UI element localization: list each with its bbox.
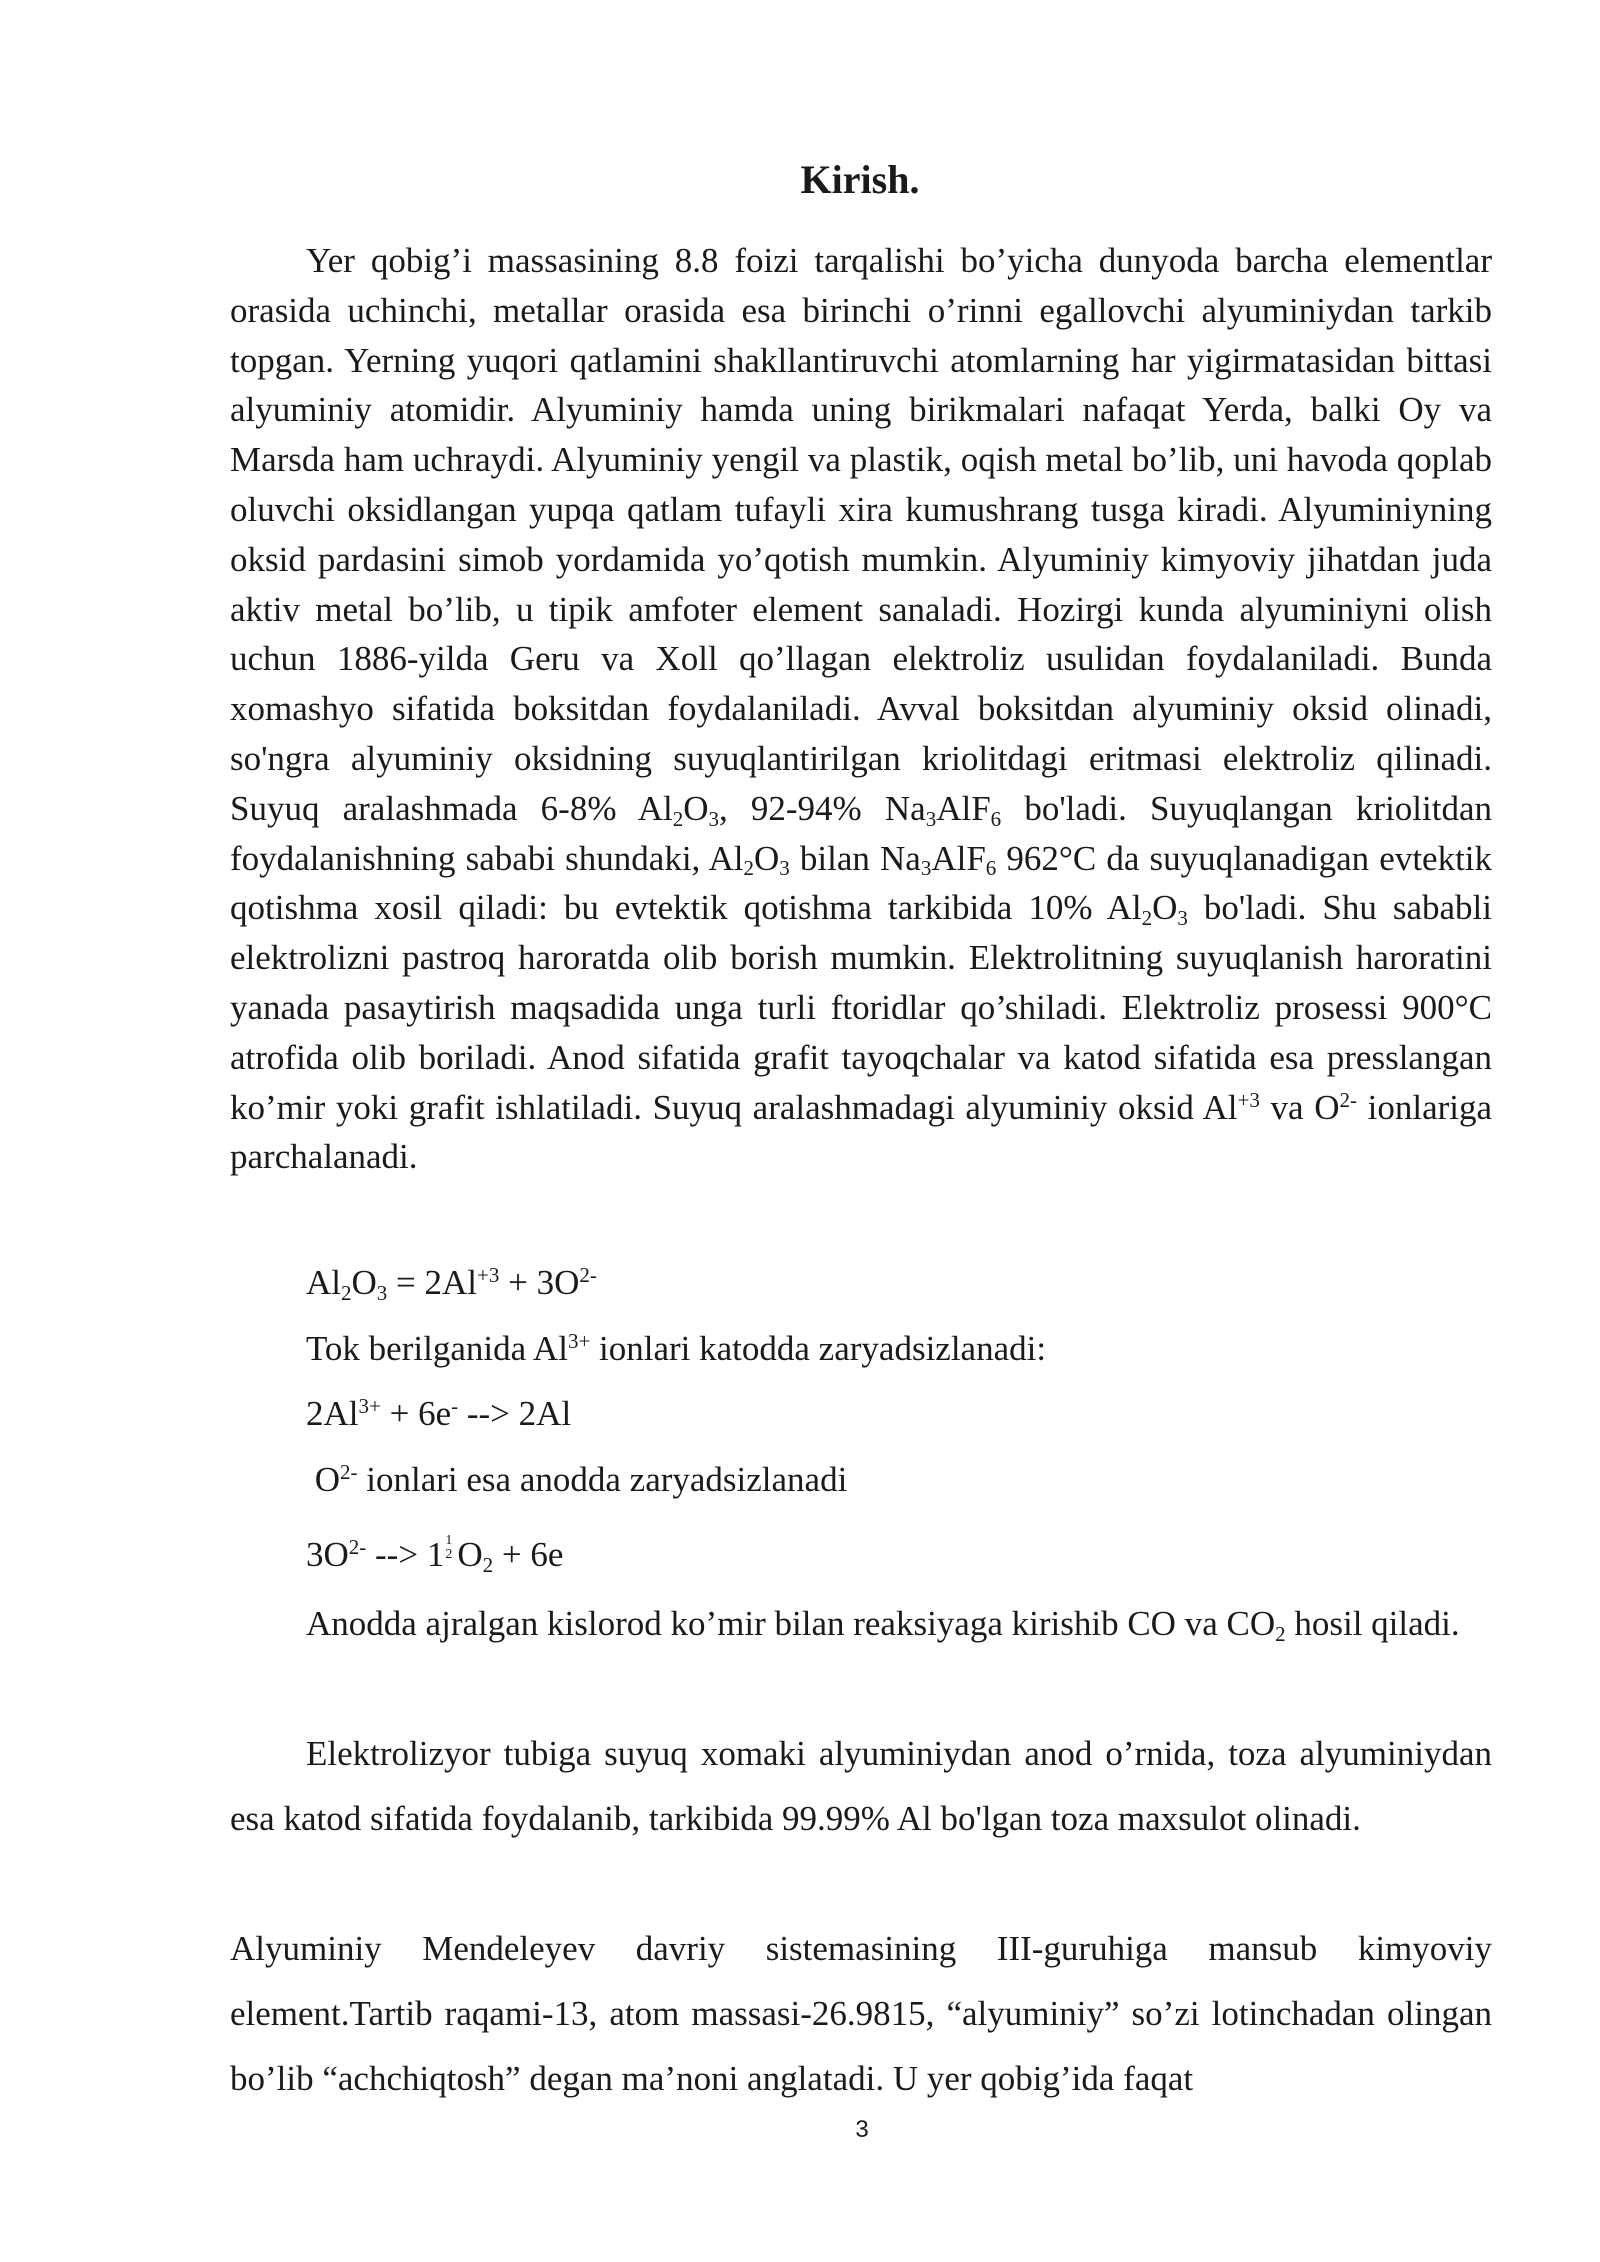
p1-text-6: bo'ladi. Shu sababli elektrolizni pastroq haroratda olib borish mumkin. Elektrolitning suyuqlanish haroratini yanada pasaytirish maqsadida unga turli ftoridlar qo’shiladi. Elektroliz prosessi 900°C atrofida olib boriladi. Anod sifatida grafit tayoqchalar va katod sifatida esa presslangan ko’mir yoki grafit ishlatiladi. Suyuq aralashmadagi alyuminiy oksid [230,888,1493,1127]
p1-text-2: , 92-94% [719,788,862,828]
page-title: Kirish. [800,157,920,202]
p1-text-7: va [1270,1087,1304,1127]
equation-cathode: $2Al^{3+} + 6e^-$ --> 2Al [306,1394,572,1433]
cathode-sentence: Tok berilganida $Al^{3+}$ ionlari katodda zaryadsizlanadi: [306,1329,1047,1368]
p1-text-8: ionlariga parchalanadi. [230,1087,1493,1177]
equation-anode: $3O^{2-}$ --> 1 1 2 $O_2 + 6e$ [306,1532,564,1577]
formula-al2o3: $Al_2O_3$ [708,838,790,881]
page-number: 3 [855,2116,869,2143]
p1-text-3: bo'ladi. Suyuqlangan kriolitdan foydalanishning sababi shundaki, [230,788,1493,878]
formula-al2o3: $Al_2O_3$ [637,788,719,831]
p1-text-1: Yer qobig’i massasining 8.8 foizi tarqalishi bo’yicha dunyoda barcha elementlar orasida uchinchi, metallar orasida esa birinchi o’rinni egallovchi alyuminiydan tarkib topgan. Yerning yuqori qatlamini shakllantiruvchi atomlarning har yigirmatasidan bittasi alyuminiy atomidir. Alyuminiy hamda uning birikmalari nafaqat Yerda, balki Oy va Marsda ham uchraydi. Alyuminiy yengil va plastik, oqish metal bo’lib, uni havoda qoplab oluvchi oksidlangan yupqa qatlam tufayli xira kumushrang tusga kiradi. Alyuminiyning oksid pardasini simob yordamida yo’qotish mumkin. Alyuminiy kimyoviy jihatdan juda aktiv metal bo’lib, u tipik amfoter element sanaladi. Hozirgi kunda alyuminiyni olish uchun 1886-yilda Geru va Xoll qo’llagan elektroliz usulidan foydalaniladi. Bunda xomashyo sifatida boksitdan foydalaniladi. Avval boksitdan alyuminiy oksid olinadi, so'ngra alyuminiy oksidning suyuqlantirilgan kriolitdagi eritmasi elektroliz qilinadi. Suyuq aralashmada 6-8% [230,241,1492,828]
formula-na3alf6: $Na_3AlF_6$ [884,788,1002,831]
electrolyzer-paragraph: Elektrolizyor tubiga suyuq xomaki alyuminiydan anod o’rnida, toza alyuminiydan esa katod sifatida foydalanib, tarkibida 99.99% Al bo'lgan toza maxsulot olinadi. [230,1734,1492,1838]
ion-al3plus: $Al^{+3}$ [1202,1087,1260,1127]
mendeleev-paragraph: Alyuminiy Mendeleyev davriy sistemasining III-guruhiga mansub kimyoviy element.Tartib raqami-13, atom massasi-26.9815, “alyuminiy” so’zi lotinchadan olingan bo’lib “achchiqtosh” degan ma’noni anglatadi. U yer qobig’ida faqat [230,1929,1492,2098]
intro-paragraph [230,236,1492,1182]
fraction-half: 1 2 [445,1532,453,1562]
formula-al2o3: $Al_2O_3$ [1106,888,1188,931]
anode-paragraph: Anodda ajralgan kislorod ko’mir bilan reaksiyaga kirishib CO va $CO_2$ hosil qiladi. [306,1604,1460,1646]
ion-o2minus: $O^{2-}$ [1314,1087,1357,1127]
p1-text-4: bilan [799,838,870,878]
anode-sentence: $O^{2-}$ ionlari esa anodda zaryadsizlanadi [314,1460,848,1499]
equation-dissociation: $Al_2O_3 = 2Al^{+3} + 3O^{2-}$ [306,1263,597,1305]
p1-text-5: 962°C da suyuqlanadigan evtektik qotishma xosil qiladi: bu evtektik qotishma tarkibida 10% [230,838,1493,928]
formula-na3alf6: $Na_3AlF_6$ [880,838,997,881]
